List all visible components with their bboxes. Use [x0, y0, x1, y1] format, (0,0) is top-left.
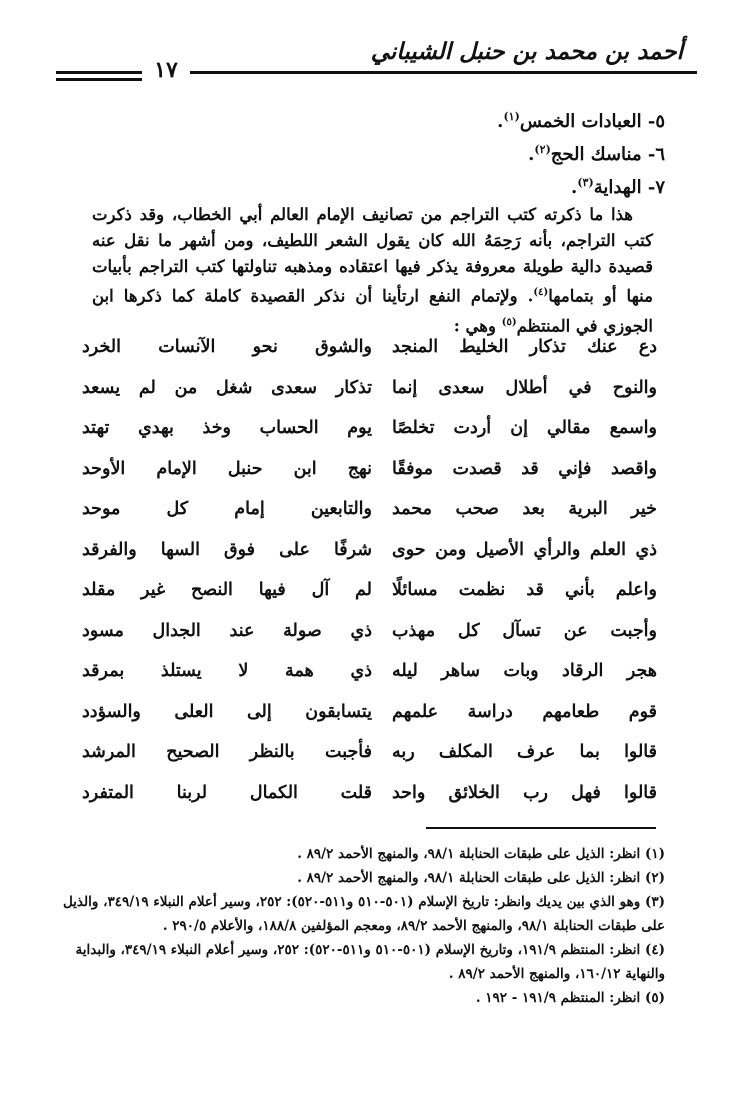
- list-item-text: ٧- الهداية: [593, 177, 665, 198]
- hemistich-second: والتابعين إمام كل موحد: [82, 499, 372, 519]
- hemistich-first: واقصد فإني قد قصدت موفقًا: [392, 458, 657, 479]
- footnote: [58, 866, 665, 890]
- hemistich-second: شرفًا على فوق السها والفرقد: [82, 539, 372, 560]
- hemistich-first: هجر الرقاد وبات ساهر ليله: [392, 661, 657, 681]
- hemistich-second: والشوق نحو الآنسات الخرد: [82, 337, 372, 357]
- list-item-text: ٦- مناسك الحج: [550, 144, 665, 165]
- running-header-title: أحمد بن محمد بن حنبل الشيباني: [370, 38, 683, 65]
- footnote-text: انظر: المنتظم ١٩١/٩، وتاريخ الإسلام (٥٠١-٥١٠ و٥١١-٥٢٠): ٢٥٢، وسير أعلام النبلاء ٣٤٩/١٩، والبداية والنهاية ١٦٠/١٢، والمنهج الأحمد ٨٩/٢ .: [75, 942, 665, 982]
- poem-couplet: [60, 337, 657, 378]
- poem-couplet: [60, 580, 657, 621]
- hemistich-second: لم آل فيها النصح غير مقلد: [82, 580, 372, 600]
- footnote-text: وهو الذي بين يديك وانظر: تاريخ الإسلام (٥٠١-٥١٠ و٥١١-٥٢٠): ٢٥٢، وسير أعلام النبلاء ٣٤٩/١٩، والذيل على طبقات الحنابلة ٩٨/١، والمنهج الأحمد ٨٩/٢، ومعجم المؤلفين ١٨٨/٨، والأعلام ٢٩٠/٥ .: [62, 894, 665, 934]
- footnote: [58, 986, 665, 1010]
- footnote-marker: (٤): [644, 942, 665, 958]
- hemistich-second: يتسابقون إلى العلى والسؤدد: [82, 701, 372, 722]
- poem-couplet: [60, 702, 657, 743]
- hemistich-second: نهج ابن حنبل الإمام الأوحد: [82, 458, 372, 479]
- poem-couplet: [60, 378, 657, 419]
- hemistich-second: ذي همة لا يستلذ بمرقد: [82, 661, 372, 681]
- poem: [60, 337, 657, 823]
- footnote-text: انظر: الذيل على طبقات الحنابلة ٩٨/١، والمنهج الأحمد ٨٩/٢ .: [297, 846, 641, 862]
- footnote-ref: (٣): [577, 176, 594, 189]
- footnote-ref: (٤): [533, 287, 549, 298]
- header-rule-double: [56, 78, 151, 81]
- poem-couplet: [60, 499, 657, 540]
- hemistich-second: قلت الكمال لربنا المتفرد: [82, 782, 372, 803]
- paragraph-text: [92, 202, 653, 339]
- hemistich-first: ذي العلم والرأي الأصيل ومن حوى: [392, 539, 657, 560]
- footnote-marker: (٢): [644, 870, 665, 886]
- footnote: [58, 890, 665, 938]
- hemistich-first: قوم طعامهم دراسة علمهم: [392, 701, 657, 722]
- footnote-marker: (٥): [644, 990, 665, 1006]
- hemistich-first: واعلم بأني قد نظمت مسائلًا: [392, 580, 657, 600]
- list-item: [497, 166, 665, 199]
- list-item: [497, 100, 665, 133]
- page-number: ١٧: [142, 57, 190, 83]
- paragraph-part: هذا ما ذكرته كتب التراجم من تصانيف الإمام العالم أبي الخطاب، وقد ذكرت كتب التراجم، بأنه رَحِمَهُ الله كان يقول الشعر اللطيف، ومن أشهر ما نقل عنه قصيدة دالية طويلة معروفة يذكر فيها اعتقاده ومذهبه تناولتها كتب التراجم بأبيات منها أو بتمامها: [92, 205, 653, 306]
- footnote-separator: [426, 827, 656, 829]
- footnote-marker: (١): [644, 846, 665, 862]
- footnote-ref: (٢): [534, 143, 551, 156]
- intro-paragraph: [92, 202, 653, 339]
- hemistich-second: تذكار سعدى شغل من لم يسعد: [82, 377, 372, 398]
- footnote-text: انظر: الذيل على طبقات الحنابلة ٩٨/١، والمنهج الأحمد ٨٩/٢ .: [297, 870, 641, 886]
- footnote-ref: (٥): [501, 316, 517, 328]
- poem-couplet: [60, 621, 657, 662]
- poem-couplet: [60, 459, 657, 500]
- footnote: [58, 938, 665, 986]
- hemistich-second: فأجبت بالنظر الصحيح المرشد: [82, 742, 372, 762]
- hemistich-first: وأجبت عن تسآل كل مهذب: [392, 620, 657, 641]
- poem-couplet: [60, 783, 657, 824]
- hemistich-first: خير البرية بعد صحب محمد: [392, 499, 657, 519]
- paragraph-part: . ولإتمام النفع ارتأينا أن نذكر القصيدة كاملة كما ذكرها ابن الجوزي في المنتظم: [92, 286, 653, 335]
- footnote-text: انظر: المنتظم ١٩١/٩ - ١٩٢ .: [475, 990, 641, 1006]
- list-item: [497, 133, 665, 166]
- hemistich-first: قالوا فهل رب الخلائق واحد: [392, 782, 657, 803]
- poem-couplet: [60, 540, 657, 581]
- paragraph-part: وهي :: [453, 316, 502, 335]
- footnote-marker: (٣): [644, 894, 665, 910]
- footnote-ref: (١): [503, 110, 520, 123]
- list-item-tail: .: [497, 111, 504, 132]
- hemistich-first: واسمع مقالي إن أردت تخلصًا: [392, 418, 657, 438]
- list-item-tail: .: [528, 144, 535, 165]
- hemistich-first: قالوا بما عرف المكلف ربه: [392, 742, 657, 762]
- hemistich-second: يوم الحساب وخذ بهدي تهتد: [82, 418, 372, 438]
- poem-couplet: [60, 661, 657, 702]
- poem-couplet: [60, 418, 657, 459]
- hemistich-first: والنوح في أطلال سعدى إنما: [392, 377, 657, 398]
- list-item-tail: .: [571, 177, 578, 198]
- footnote: [58, 842, 665, 866]
- footnotes: [58, 842, 665, 1010]
- list-item-text: ٥- العبادات الخمس: [519, 111, 665, 132]
- hemistich-first: دع عنك تذكار الخليط المنجد: [392, 337, 657, 357]
- hemistich-second: ذي صولة عند الجدال مسود: [82, 620, 372, 641]
- works-list: [497, 100, 665, 199]
- poem-couplet: [60, 742, 657, 783]
